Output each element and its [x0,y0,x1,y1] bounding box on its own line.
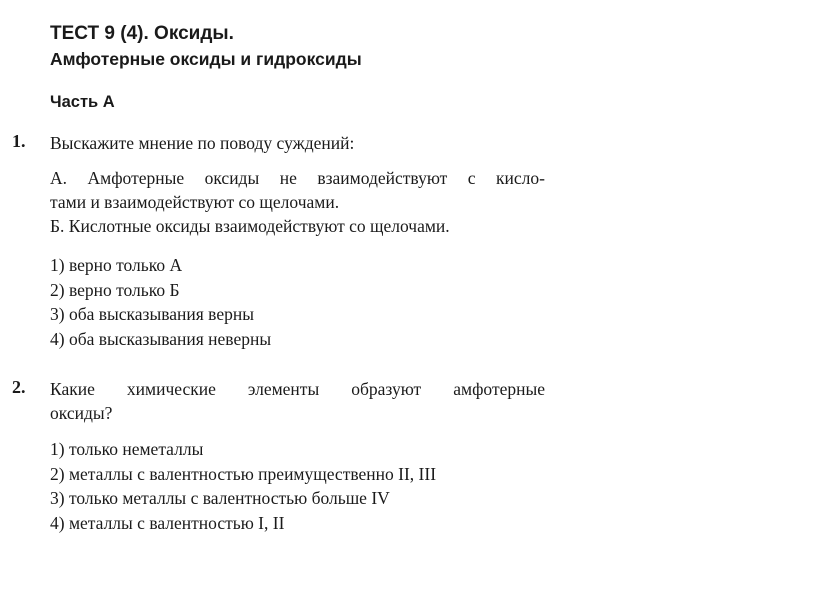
answer-option: 4) металлы с валентностью I, II [50,512,285,533]
test-title: ТЕСТ 9 (4). Оксиды. [50,23,234,44]
statement-line: А. Амфотерные оксиды не взаимодействуют с кисло- [50,168,545,188]
answer-option: 4) оба высказывания неверны [50,328,272,349]
statement-line: Б. Кислотные оксиды взаимодействуют со щелочами. [50,216,450,236]
question-number: 2. [12,377,26,397]
question-prompt: Выскажите мнение по поводу суждений: [50,133,355,153]
answer-option: 1) только неметаллы [50,439,204,459]
prompt-line: оксиды? [50,403,113,423]
prompt-line: Какие химические элементы образуют амфотерные [50,379,545,399]
answer-option: 2) верно только Б [50,279,180,300]
statement-line: тами и взаимодействуют со щелочами. [50,192,340,212]
answer-option: 3) оба высказывания верны [50,304,254,324]
question-prompt [50,377,545,425]
test-subtitle: Амфотерные оксиды и гидроксиды [50,49,362,69]
part-heading: Часть А [50,93,115,111]
answer-option: 2) металлы с валентностью преимущественно II, III [50,463,437,484]
answer-options [50,437,436,535]
question-number: 1. [12,131,26,151]
answer-option: 3) только металлы с валентностью больше IV [50,488,390,508]
answer-option: 1) верно только А [50,255,183,275]
answer-options [50,253,271,351]
statements-block [50,166,545,238]
